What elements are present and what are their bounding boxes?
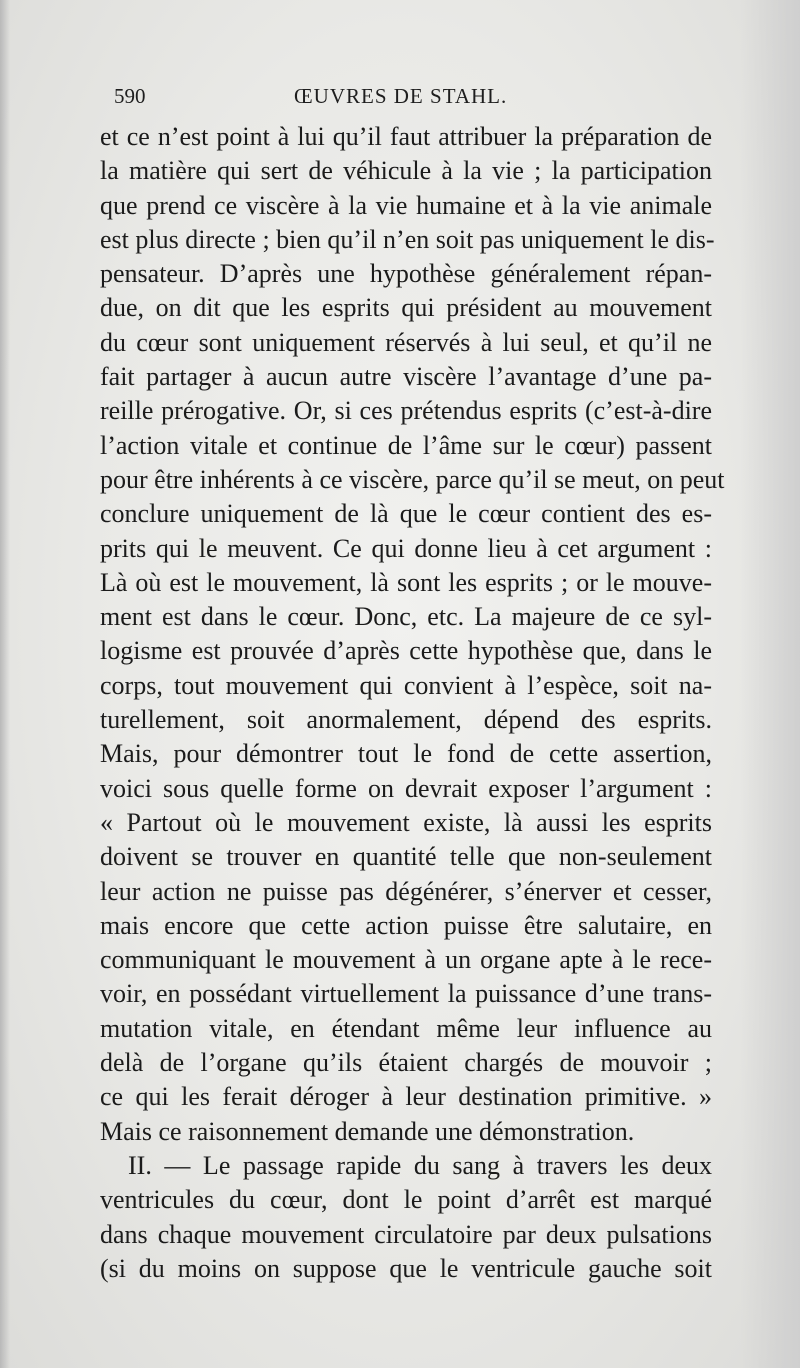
- text-line: corps, tout mouvement qui convient à l’espèce, soit na-: [100, 670, 712, 700]
- text-line: l’action vitale et continue de l’âme sur le cœur) passent: [100, 430, 712, 460]
- running-title: ŒUVRES DE STAHL.: [294, 84, 508, 108]
- text-line: Là où est le mouvement, là sont les esprits ; or le mouve-: [100, 567, 712, 597]
- text-line: dans chaque mouvement circulatoire par deux pulsations: [100, 1219, 712, 1249]
- text-line: conclure uniquement de là que le cœur contient des es-: [100, 499, 712, 529]
- text-line: mais encore que cette action puisse être salutaire, en: [100, 910, 712, 940]
- page-right-edge-shadow: [740, 0, 800, 1368]
- text-line: fait partager à aucun autre viscère l’avantage d’une pa-: [100, 362, 712, 392]
- text-line: (si du moins on suppose que le ventricule gauche soit: [100, 1253, 712, 1283]
- page-number: 590: [114, 84, 146, 108]
- text-line: turellement, soit anormalement, dépend des esprits.: [100, 705, 712, 735]
- text-line: ment est dans le cœur. Donc, etc. La majeure de ce syl-: [100, 602, 712, 632]
- text-line: ce qui les ferait déroger à leur destination primitive. »: [100, 1082, 712, 1112]
- text-line: leur action ne puisse pas dégénérer, s’énerver et cesser,: [100, 876, 712, 906]
- text-line: prits qui le meuvent. Ce qui donne lieu à cet argument :: [100, 533, 712, 563]
- text-line: et ce n’est point à lui qu’il faut attribuer la préparation de: [100, 122, 712, 151]
- text-line: logisme est prouvée d’après cette hypothèse que, dans le: [100, 636, 712, 666]
- text-line: pensateur. D’après une hypothèse généralement répan-: [100, 259, 712, 289]
- text-line: ventricules du cœur, dont le point d’arrêt est marqué: [100, 1185, 712, 1215]
- text-line: mutation vitale, en étendant même leur influence au: [100, 1013, 712, 1043]
- page-left-edge-shadow: [0, 0, 10, 1368]
- text-line: communiquant le mouvement à un organe apte à le rece-: [100, 945, 712, 975]
- text-line: II. — Le passage rapide du sang à travers les deux: [128, 1150, 712, 1180]
- text-line: du cœur sont uniquement réservés à lui seul, et qu’il ne: [100, 327, 712, 357]
- body-text: [100, 120, 725, 1286]
- text-line: pour être inhérents à ce viscère, parce qu’il se meut, on peut: [100, 464, 725, 494]
- text-line: reille prérogative. Or, si ces prétendus esprits (c’est-à-dire: [100, 396, 712, 426]
- text-line: due, on dit que les esprits qui président au mouvement: [100, 293, 712, 323]
- text-line: la matière qui sert de véhicule à la vie ; la participation: [100, 156, 712, 186]
- text-line: voici sous quelle forme on devrait exposer l’argument :: [100, 773, 712, 803]
- text-line: delà de l’organe qu’ils étaient chargés de mouvoir ;: [100, 1048, 712, 1078]
- page-header: [114, 84, 584, 114]
- text-line: « Partout où le mouvement existe, là aussi les esprits: [100, 807, 712, 837]
- text-line: que prend ce viscère à la vie humaine et à la vie animale: [100, 190, 712, 220]
- text-line: est plus directe ; bien qu’il n’en soit pas uniquement le dis-: [100, 224, 715, 254]
- text-line: Mais, pour démontrer tout le fond de cette assertion,: [100, 739, 712, 769]
- text-line: Mais ce raisonnement demande une démonstration.: [100, 1116, 635, 1146]
- text-line: doivent se trouver en quantité telle que non-seulement: [100, 842, 712, 872]
- text-line: voir, en possédant virtuellement la puissance d’une trans-: [100, 979, 712, 1009]
